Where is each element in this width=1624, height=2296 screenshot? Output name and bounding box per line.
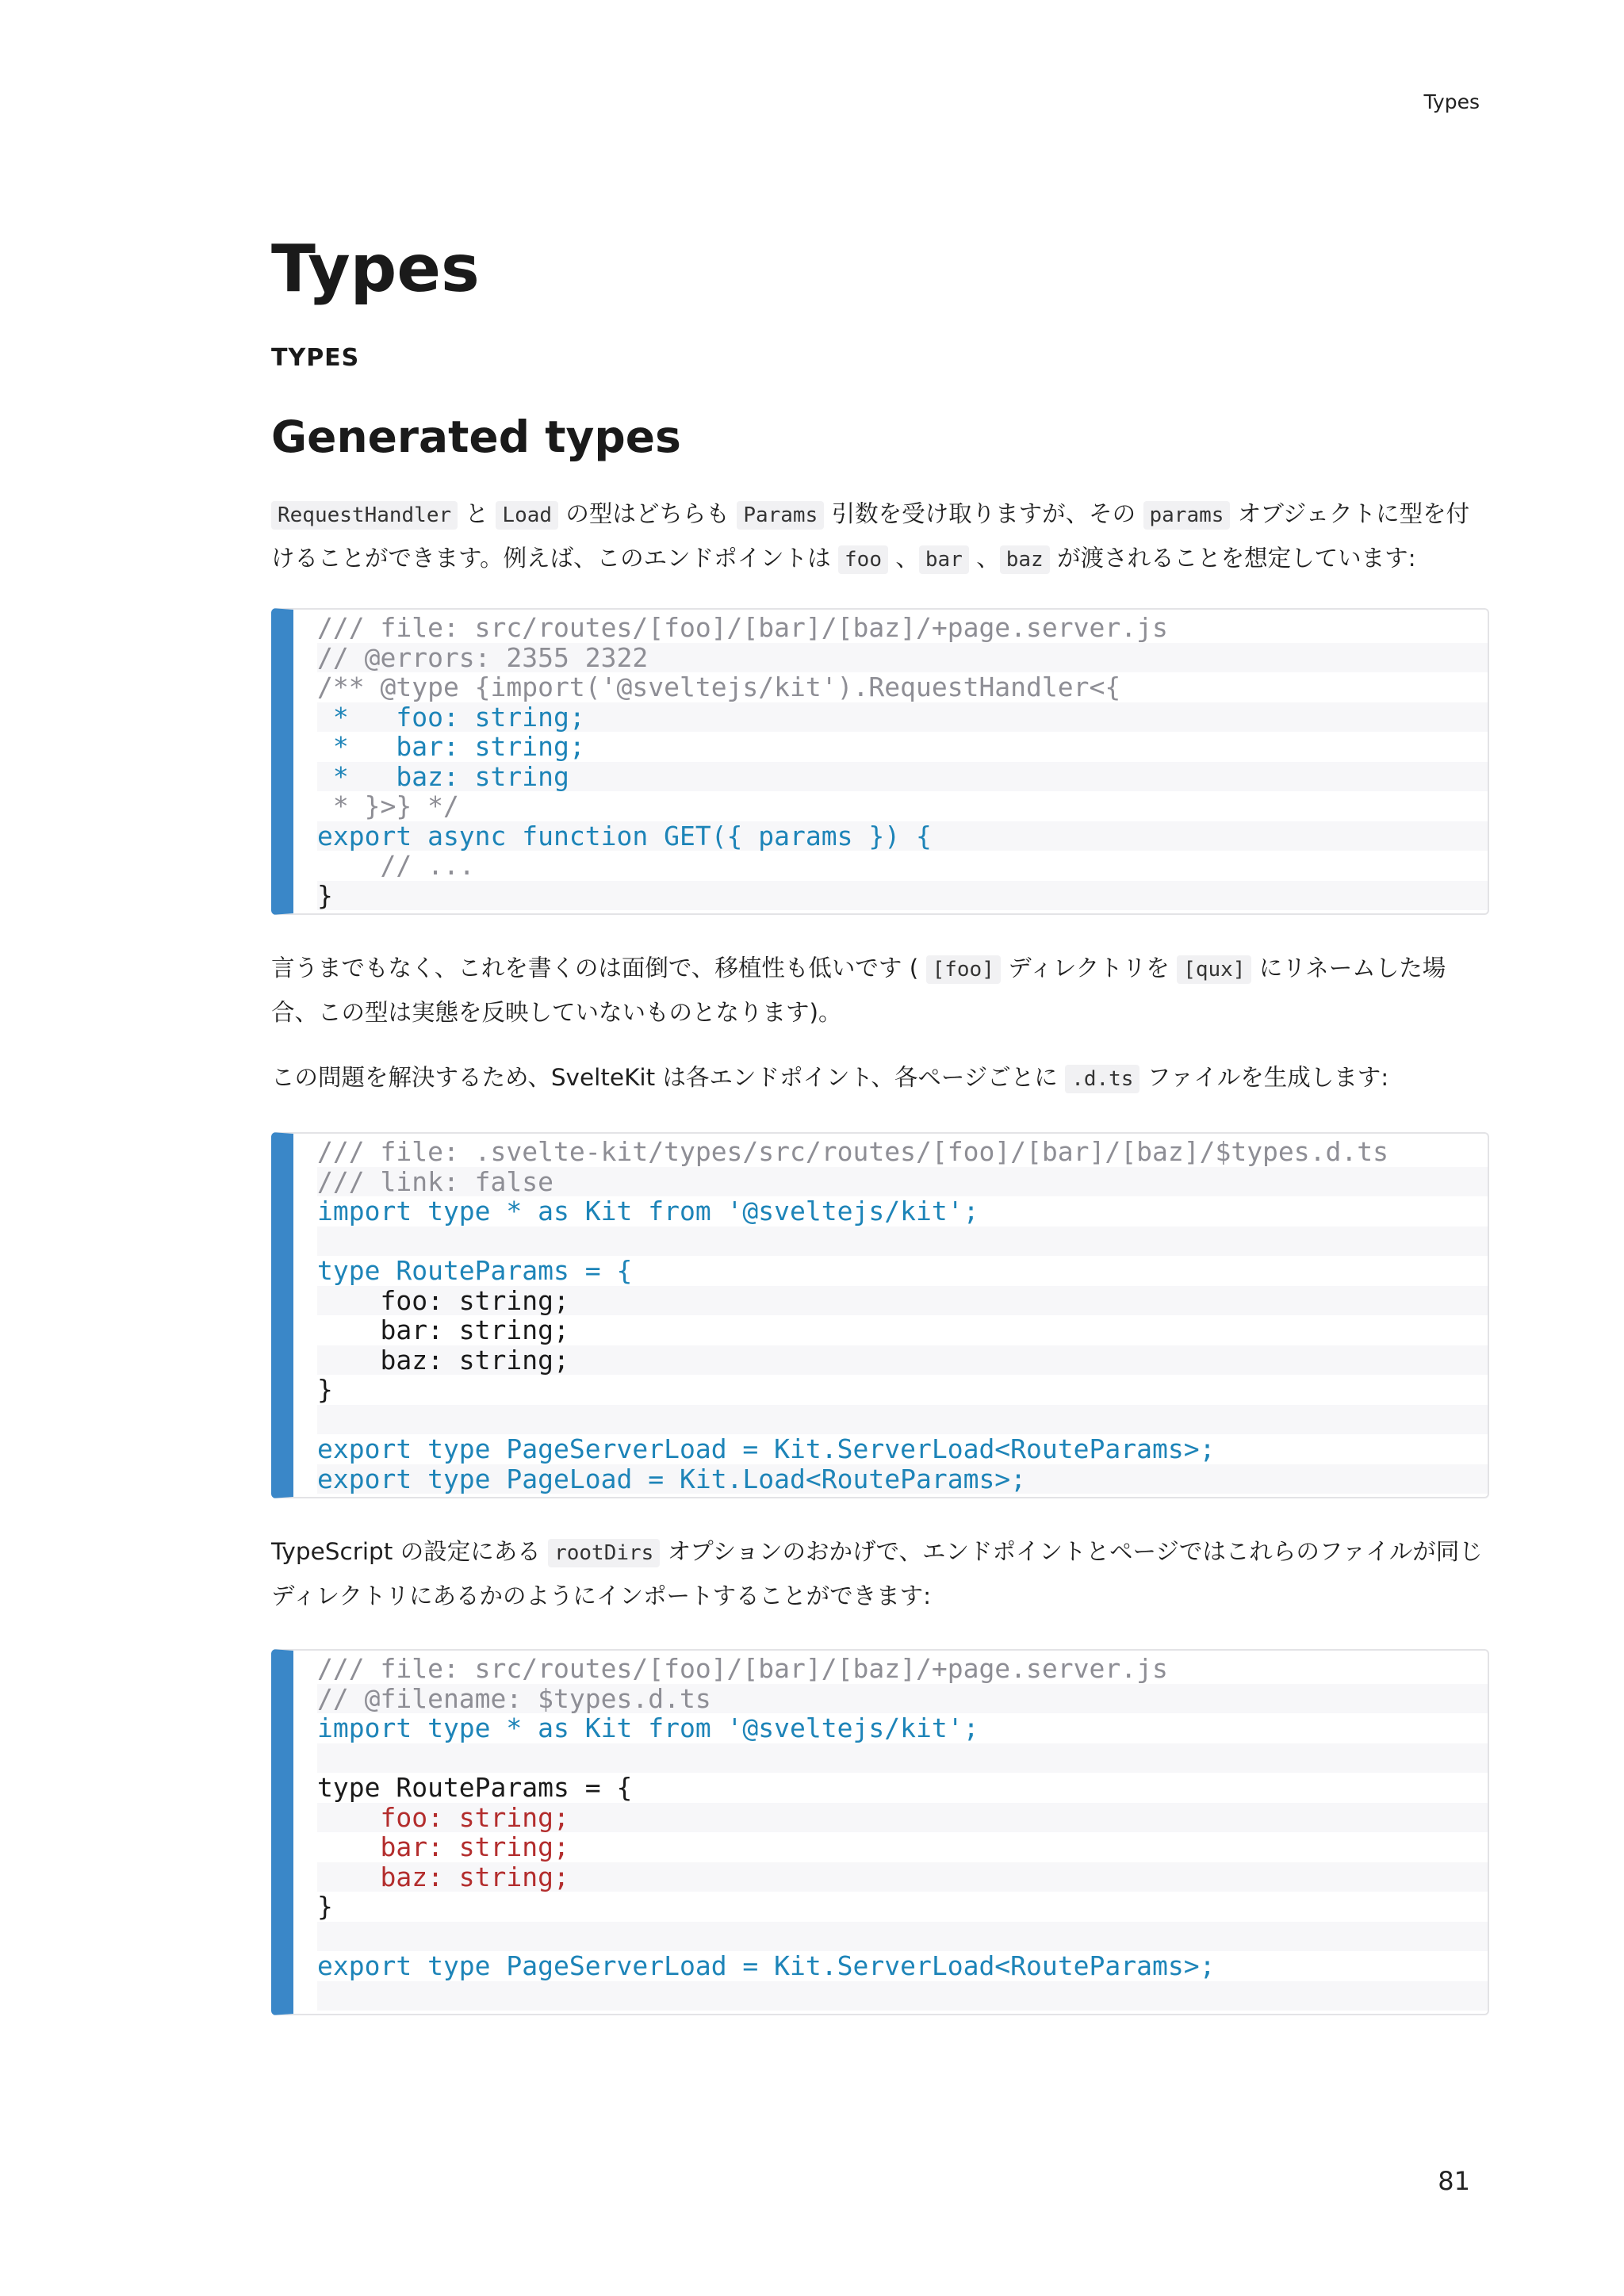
paragraph-text: 言うまでもなく、これを書くのは面倒で、移植性も低いです ( — [271, 955, 926, 982]
category-label: TYPES — [271, 344, 360, 372]
code-line — [317, 1922, 1488, 1952]
code-line: /// file: src/routes/[foo]/[bar]/[baz]/+page.server.js — [317, 612, 1168, 643]
code-line: export type PageServerLoad = Kit.ServerLoad<RouteParams>; — [317, 1950, 1216, 1981]
inline-code: Load — [496, 501, 558, 530]
inline-code: Params — [737, 501, 824, 530]
code-line: /// file: .svelte-kit/types/src/routes/[foo]/[bar]/[baz]/$types.d.ts — [317, 1136, 1389, 1167]
paragraph-text: オブジェクトに型を付けることができます。例えば、このエンドポイントは — [271, 500, 1470, 572]
code-line: } — [317, 1891, 333, 1922]
running-header: Types — [1423, 90, 1480, 113]
paragraph-drawback — [271, 947, 1489, 1034]
code-line: type RouteParams = { — [317, 1772, 633, 1803]
code-line: * foo: string; — [317, 702, 1488, 733]
code-line: /// link: false — [317, 1167, 1488, 1197]
code-line: * }>} */ — [317, 790, 459, 821]
code-line: baz: string; — [317, 1862, 1488, 1892]
code-line: bar: string; — [317, 1314, 569, 1345]
code-line — [317, 1981, 1488, 2011]
inline-code: foo — [838, 545, 888, 574]
code-line: // @filename: $types.d.ts — [317, 1684, 1488, 1714]
paragraph-text: 、 — [888, 545, 919, 572]
paragraph-text: ディレクトリを — [1000, 955, 1178, 982]
code-line: /// file: src/routes/[foo]/[bar]/[baz]/+page.server.js — [317, 1653, 1168, 1684]
page-content — [271, 222, 1489, 2015]
paragraph-text: ファイルを生成します: — [1139, 1064, 1389, 1091]
paragraph-solution — [271, 1056, 1489, 1100]
code-line: * baz: string — [317, 762, 1488, 792]
code-block-import-types — [271, 1649, 1489, 2015]
inline-code: bar — [919, 545, 969, 574]
code-line: export type PageServerLoad = Kit.ServerLoad<RouteParams>; — [317, 1433, 1216, 1464]
code-line: * bar: string; — [317, 731, 585, 762]
code-line: bar: string; — [317, 1831, 569, 1862]
page-number: 81 — [1438, 2166, 1470, 2196]
code-line — [317, 1743, 1488, 1774]
paragraph-text: の型はどちらも — [558, 500, 737, 527]
code-line: /** @type {import('@sveltejs/kit').RequestHandler<{ — [317, 672, 1121, 702]
code-line: import type * as Kit from '@sveltejs/kit'; — [317, 1196, 979, 1226]
inline-code: [qux] — [1177, 955, 1251, 984]
paragraph-text: 引数を受け取りますが、その — [824, 500, 1143, 527]
code-line — [317, 1405, 1488, 1435]
code-block-generated-types — [271, 1132, 1489, 1498]
code-line: } — [317, 881, 1488, 911]
paragraph-text: TypeScript の設定にある — [271, 1538, 549, 1565]
inline-code: [foo] — [926, 955, 1001, 984]
code-line: foo: string; — [317, 1803, 1488, 1833]
paragraph-text: この問題を解決するため、SvelteKit は各エンドポイント、各ページごとに — [271, 1064, 1066, 1091]
inline-code: params — [1143, 501, 1231, 530]
paragraph-intro — [271, 492, 1489, 581]
code-line: // @errors: 2355 2322 — [317, 643, 1488, 673]
inline-code: RequestHandler — [271, 501, 458, 530]
paragraph-text: にリネームした場合、この型は実態を反映していないものとなります)。 — [271, 955, 1446, 1026]
paragraph-text: 、 — [968, 545, 1000, 572]
code-line: type RouteParams = { — [317, 1255, 633, 1286]
code-line — [317, 1226, 1488, 1257]
paragraph-text: が渡されることを想定しています: — [1049, 545, 1416, 572]
paragraph-text: オプションのおかげで、エンドポイントとページではこれらのファイルが同じディレクトリにあるかのようにインポートすることができます: — [271, 1538, 1483, 1609]
paragraph-text: と — [458, 500, 496, 527]
inline-code: baz — [1000, 545, 1050, 574]
paragraph-rootdirs — [271, 1530, 1489, 1617]
code-line: export async function GET({ params }) { — [317, 821, 1488, 851]
code-line: baz: string; — [317, 1345, 1488, 1376]
code-line: export type PageLoad = Kit.Load<RouteParams>; — [317, 1464, 1488, 1494]
code-block-handler — [271, 608, 1489, 915]
code-line: // ... — [317, 850, 475, 881]
inline-code: .d.ts — [1065, 1065, 1139, 1093]
code-line: foo: string; — [317, 1286, 1488, 1316]
code-line: import type * as Kit from '@sveltejs/kit'; — [317, 1712, 979, 1743]
code-line: } — [317, 1374, 333, 1405]
page-title: Types — [271, 232, 480, 307]
inline-code: rootDirs — [548, 1539, 660, 1567]
section-title: Generated types — [271, 411, 681, 462]
